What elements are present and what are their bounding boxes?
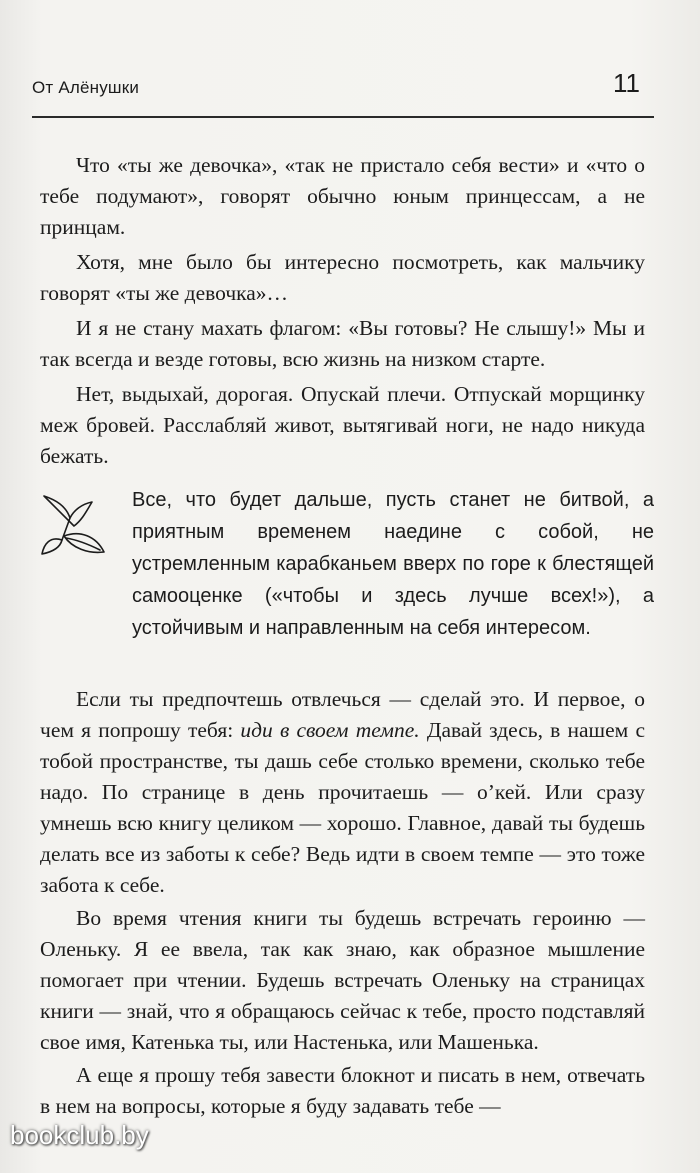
callout-box — [40, 484, 654, 654]
paragraph: Нет, выдыхай, дорогая. Опускай плечи. Отпускай морщинку меж бровей. Расслабляй живот, вытягивай ноги, не надо никуда бежать. — [40, 382, 645, 468]
paragraph: Хотя, мне было бы интересно посмотреть, как мальчику говорят «ты же девочка»… — [40, 250, 645, 305]
page-header — [32, 66, 640, 106]
paragraph: А еще я прошу тебя завести блокнот и писать в нем, отвечать в нем на вопросы, которые я буду задавать тебе — — [40, 1063, 645, 1118]
bird-leaf-icon — [40, 492, 126, 564]
paragraph: Что «ты же девочка», «так не пристало себя вести» и «что о тебе подумают», говорят обычно юным принцессам, а не принцам. — [40, 153, 645, 239]
paragraph — [40, 684, 645, 901]
callout-text: Все, что будет дальше, пусть станет не битвой, а приятным временем наедине с собой, не устремленным карабканьем вверх по горе к блестящей самооценке («чтобы и здесь лучше всех!»), а устойчивым и направленным на себя интересом. — [132, 489, 654, 639]
emphasis-text: иди в своем темпе. — [240, 718, 420, 742]
header-rule — [32, 116, 654, 118]
paragraph-text: Если ты предпочтешь отвлечься — сделай это. И первое, о чем я попрошу тебя: — [40, 687, 645, 742]
text-block-top — [40, 150, 645, 472]
page-number: 11 — [613, 68, 640, 98]
paragraph: И я не стану махать флагом: «Вы готовы? Не слышу!» Мы и так всегда и везде готовы, всю жизнь на низком старте. — [40, 316, 645, 371]
paragraph-text: Давай здесь, в нашем с тобой пространстве, ты дашь себе столько времени, сколько тебе надо. По странице в день прочитаешь — о’кей. Или сразу умнешь всю книгу целиком — хорошо. Главное, давай ты будешь делать все из заботы к себе? Ведь идти в своем темпе — это тоже забота к себе. — [40, 718, 645, 897]
paragraph: Во время чтения книги ты будешь встречать героиню — Оленьку. Я ее ввела, так как знаю, как образное мышление помогает при чтении. Будешь встречать Оленьку на страницах книги — знай, что я обращаюсь сейчас к тебе, просто подставляй свое имя, Катенька ты, или Настенька, или Машенька. — [40, 906, 645, 1054]
running-title: От Алёнушки — [32, 78, 140, 97]
text-block-bottom — [40, 684, 645, 1122]
watermark: bookclub.by — [10, 1120, 149, 1150]
